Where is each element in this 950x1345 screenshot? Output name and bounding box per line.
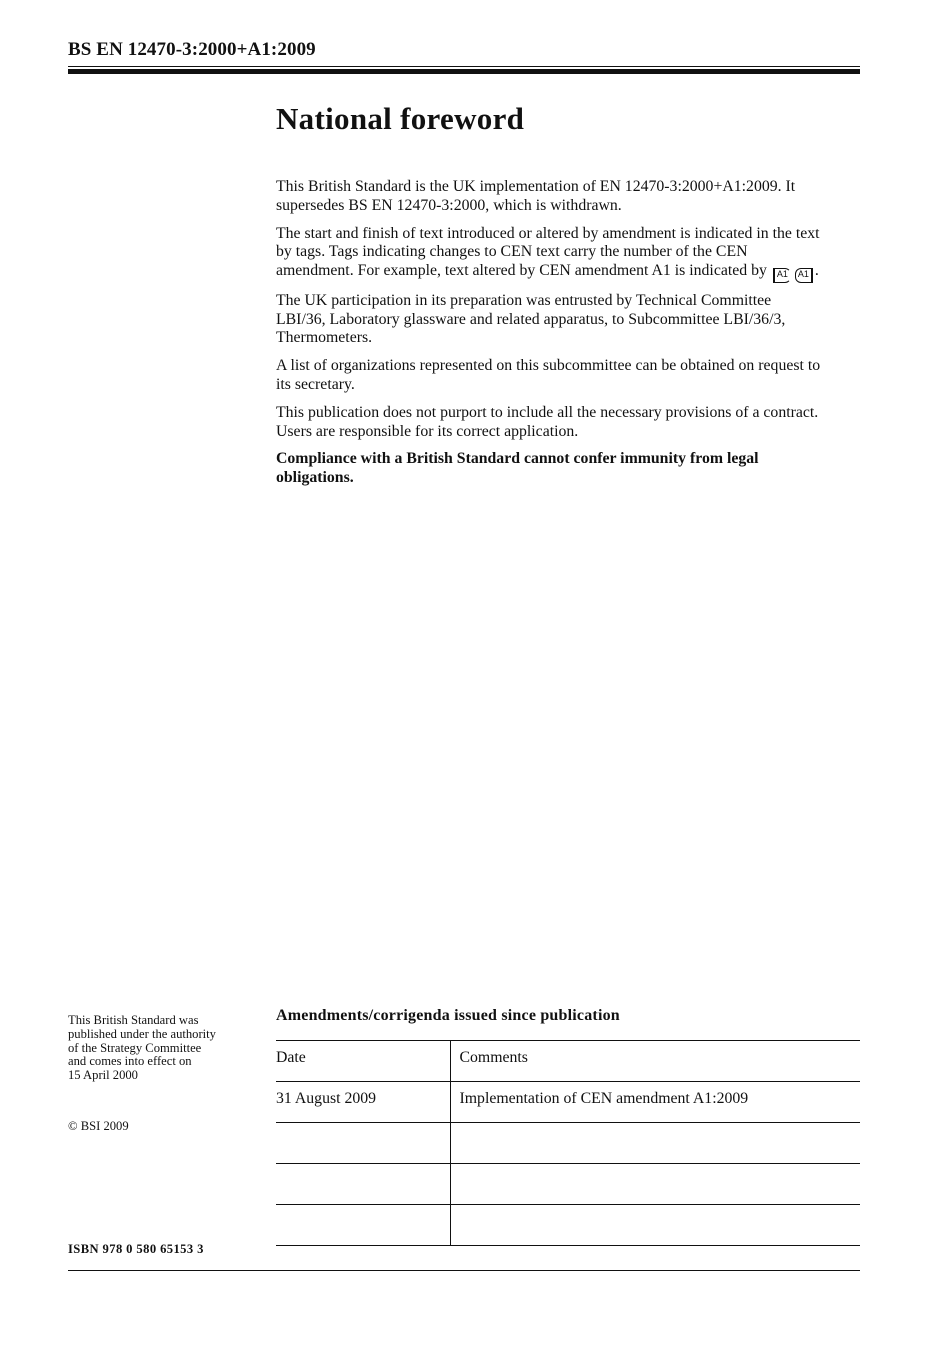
paragraph-amendment-text: The start and finish of text introduced or altered by amendment is indicated in the text by tags. Tags indicating changes to CEN text carry the number of the CEN amendment. For example, text altered by CEN amendment A1 is indicated by bbox=[276, 224, 820, 279]
paragraph-committee: The UK participation in its preparation was entrusted by Technical Committee LBI/36, Laboratory glassware and related apparatus, to Subcommittee LBI/36/3, Thermometers. bbox=[276, 292, 786, 347]
paragraph-amendment-end: . bbox=[814, 261, 819, 279]
paragraph-organizations: A list of organizations represented on this subcommittee can be obtained on request to its secretary. bbox=[276, 357, 821, 393]
amendment-date bbox=[276, 1123, 450, 1164]
table-row bbox=[276, 1082, 860, 1123]
column-header-date: Date bbox=[276, 1041, 450, 1082]
paragraph-amendment-tags bbox=[276, 225, 821, 283]
amendment-date: 31 August 2009 bbox=[276, 1082, 450, 1123]
table-row bbox=[276, 1164, 860, 1205]
foreword-body bbox=[276, 178, 821, 497]
amendment-start-tag-icon: A1 bbox=[773, 268, 791, 283]
standard-code: BS EN 12470-3:2000+A1:2009 bbox=[68, 39, 316, 60]
amendment-comment bbox=[450, 1205, 860, 1246]
amendment-comment bbox=[450, 1164, 860, 1205]
amendment-comment: Implementation of CEN amendment A1:2009 bbox=[450, 1082, 860, 1123]
isbn: ISBN 978 0 580 65153 3 bbox=[68, 1242, 204, 1256]
publication-note-line: and comes into effect on bbox=[68, 1054, 192, 1069]
table-header-row bbox=[276, 1041, 860, 1082]
amendment-end-tag-icon: A1 bbox=[795, 268, 813, 283]
footer-rule bbox=[68, 1270, 860, 1271]
amendments-heading: Amendments/corrigenda issued since publication bbox=[276, 1007, 620, 1024]
amendment-date bbox=[276, 1164, 450, 1205]
column-header-comments: Comments bbox=[450, 1041, 860, 1082]
paragraph-compliance: Compliance with a British Standard cannot confer immunity from legal obligations. bbox=[276, 450, 759, 487]
copyright-notice: © BSI 2009 bbox=[68, 1119, 129, 1133]
publication-note bbox=[68, 1014, 258, 1083]
amendment-comment bbox=[450, 1123, 860, 1164]
table-row bbox=[276, 1205, 860, 1246]
amendment-date bbox=[276, 1205, 450, 1246]
table-row bbox=[276, 1123, 860, 1164]
paragraph-implementation: This British Standard is the UK implementation of EN 12470-3:2000+A1:2009. It supersedes BS EN 12470-3:2000, which is withdrawn. bbox=[276, 178, 796, 214]
header-rule-thick bbox=[68, 69, 860, 74]
publication-note-line: published under the authority bbox=[68, 1026, 216, 1041]
publication-note-line: 15 April 2000 bbox=[68, 1068, 138, 1083]
page-title: National foreword bbox=[276, 101, 525, 136]
header-rule-thin bbox=[68, 66, 860, 67]
paragraph-contract: This publication does not purport to include all the necessary provisions of a contract. Users are responsible for its correct application. bbox=[276, 403, 819, 440]
publication-note-line: This British Standard was bbox=[68, 1013, 199, 1027]
publication-note-line: of the Strategy Committee bbox=[68, 1040, 202, 1055]
amendments-table bbox=[276, 1040, 860, 1246]
